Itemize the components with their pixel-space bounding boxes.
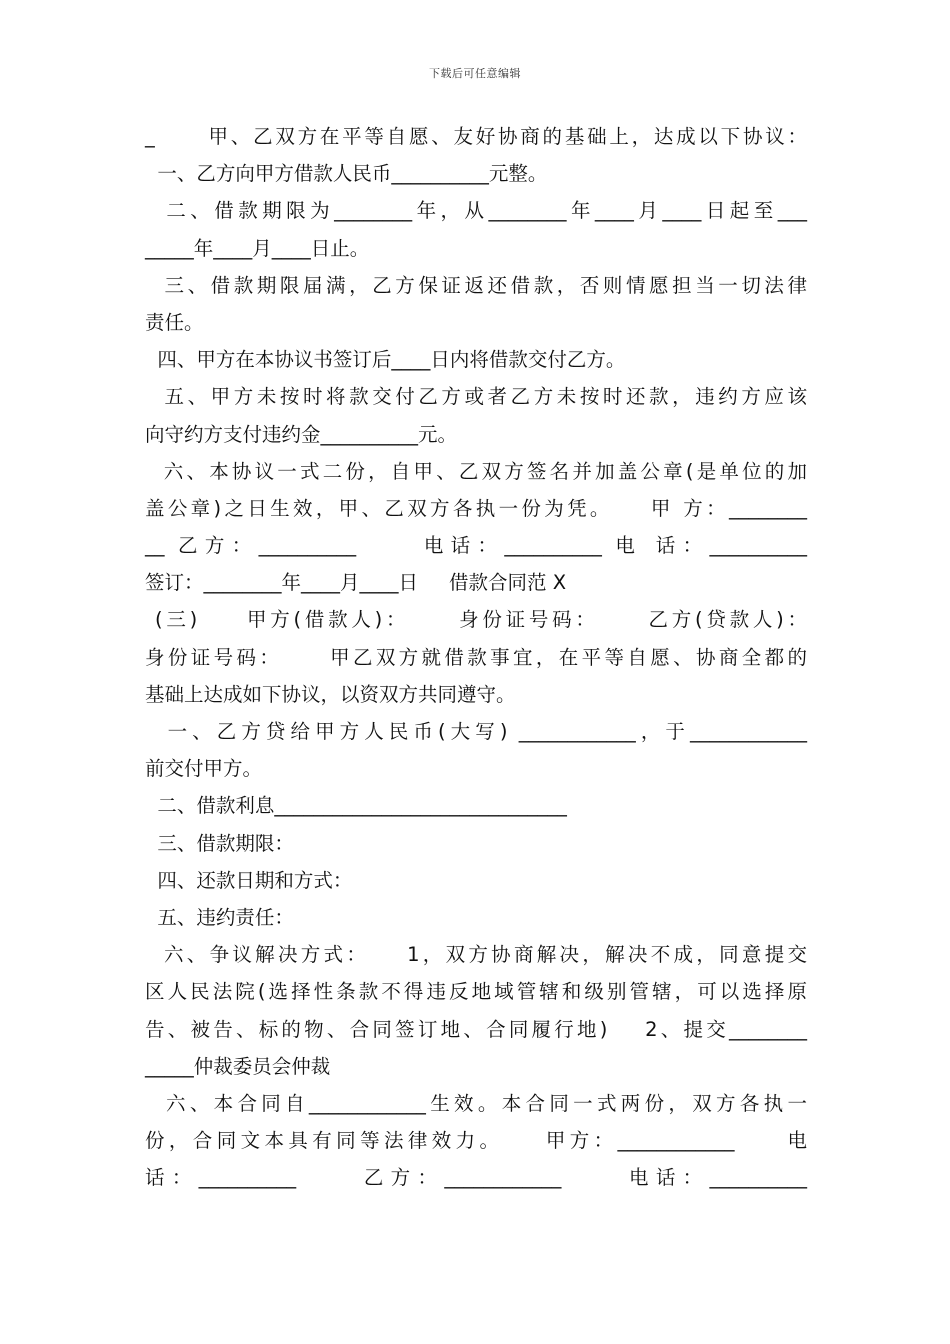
document-line: 三、借款期限：: [145, 831, 294, 855]
document-line: 四、还款日期和方式：: [145, 868, 353, 892]
document-line: 话：__________ 乙方：____________ 电话：__________: [145, 1166, 807, 1190]
document-line: _ 甲、乙双方在平等自愿、友好协商的基础上，达成以下协议：: [145, 125, 807, 148]
document-line: 二、借款利息______________________________: [145, 794, 567, 818]
document-line: 一、乙方贷给甲方人民币(大写) ____________，于____________: [145, 720, 807, 743]
page-header: 下载后可任意编辑: [429, 67, 521, 80]
document-line: 二、借款期限为________年，从________年____月____日起至___: [145, 199, 807, 223]
document-line: 六、争议解决方式： 1，双方协商解决，解决不成，同意提交: [145, 943, 807, 967]
document-line: 份，合同文本具有同等法律效力。 甲方：____________ 电: [145, 1129, 807, 1153]
document-line: _____年____月____日止。: [145, 236, 370, 260]
document-line: 身份证号码： 甲乙双方就借款事宜，在平等自愿、协商全都的: [145, 645, 807, 669]
document-line: 责任。: [145, 310, 204, 334]
document-line: 向守约方支付违约金__________元。: [145, 422, 458, 446]
document-line: 六、本合同自____________生效。本合同一式两份，双方各执一: [145, 1091, 807, 1115]
document-line: 三、借款期限届满，乙方保证返还借款，否则情愿担当一切法律: [145, 273, 807, 297]
document-line: 四、甲方在本协议书签订后____日内将借款交付乙方。: [145, 348, 626, 372]
document-line: (三) 甲方(借款人)： 身份证号码： 乙方(贷款人)：: [145, 608, 807, 632]
document-line: __ 乙方：__________ 电话：__________ 电 话：__________: [145, 534, 807, 558]
document-line: 盖公章)之日生效，甲、乙双方各执一份为凭。 甲 方：________: [145, 496, 807, 520]
document-line: 前交付甲方。: [145, 757, 263, 781]
document-line: 告、被告、标的物、合同签订地、合同履行地) 2、提交________: [145, 1017, 807, 1041]
document-line: 五、违约责任：: [145, 905, 294, 929]
document-line: 基础上达成如下协议，以资双方共同遵守。: [145, 682, 516, 706]
document-body: [145, 118, 807, 1196]
document-line: 区人民法院(选择性条款不得违反地域管辖和级别管辖，可以选择原: [145, 980, 807, 1004]
document-line: 六、本协议一式二份，自甲、乙双方签名并加盖公章(是单位的加: [145, 459, 807, 483]
document-line: 签订：________年____月____日 借款合同范 X: [145, 571, 567, 595]
document-line: 一、乙方向甲方借款人民币__________元整。: [145, 162, 548, 186]
document-line: 五、甲方未按时将款交付乙方或者乙方未按时还款，违约方应该: [145, 385, 807, 409]
document-line: _____仲裁委员会仲裁: [145, 1054, 331, 1078]
